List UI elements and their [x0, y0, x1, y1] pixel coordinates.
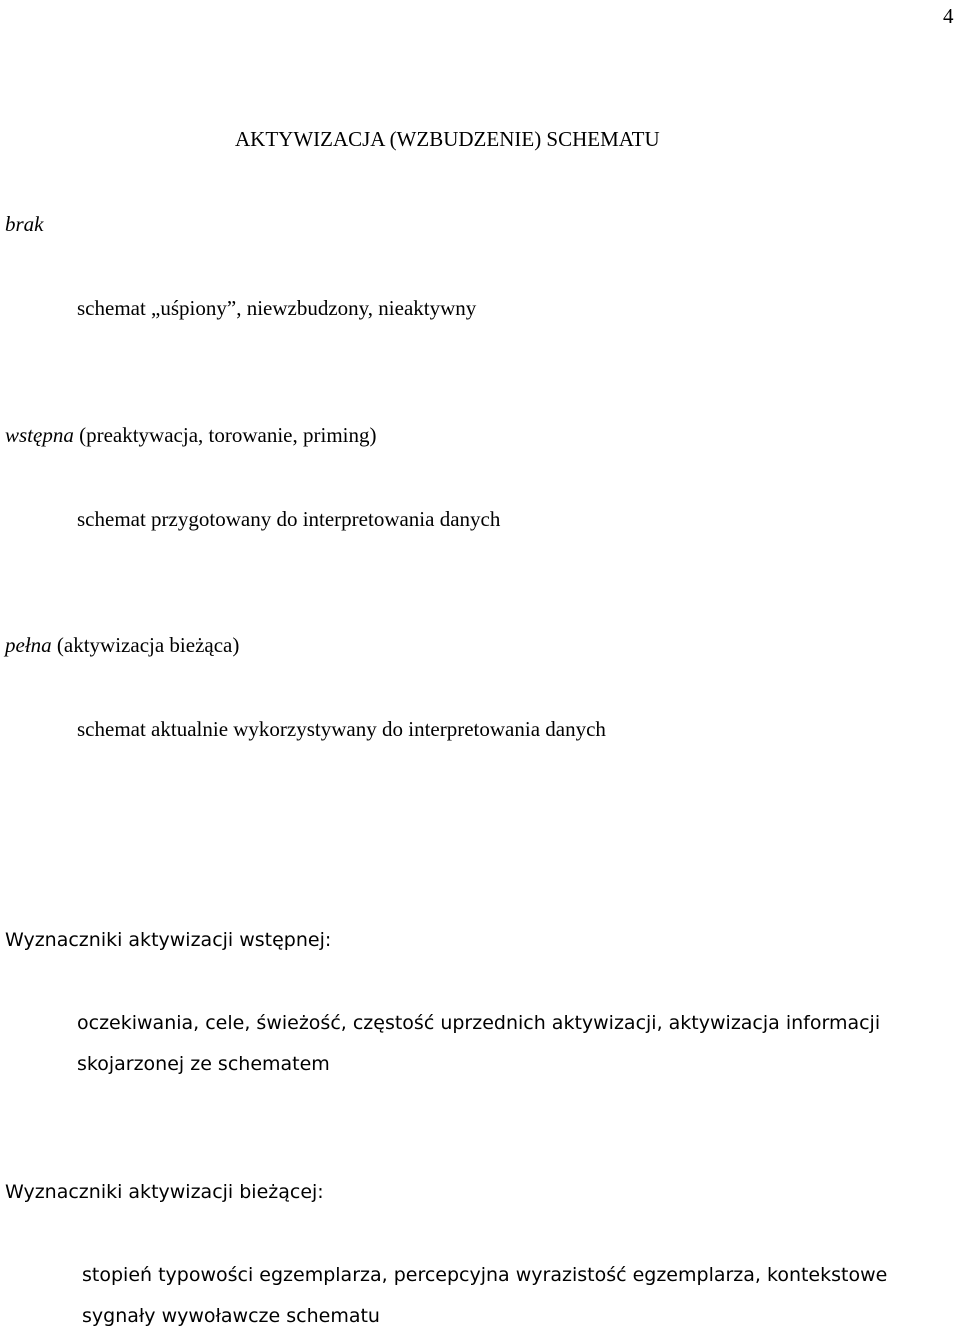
document-title: AKTYWIZACJA (WZBUDZENIE) SCHEMATU: [235, 127, 660, 151]
level-term: pełna: [5, 633, 52, 657]
level-description: schemat aktualnie wykorzystywany do interpretowania danych: [77, 717, 606, 741]
determinants-current-heading: Wyznaczniki aktywizacji bieżącej:: [5, 1181, 324, 1203]
level-description: schemat przygotowany do interpretowania danych: [77, 507, 501, 531]
level-term: wstępna: [5, 423, 74, 447]
determinants-preliminary-line: oczekiwania, cele, świeżość, częstość uprzednich aktywizacji, aktywizacja informacji: [77, 1012, 881, 1034]
determinants-preliminary-line: skojarzonej ze schematem: [77, 1053, 330, 1075]
level-note: (preaktywacja, torowanie, priming): [73, 423, 377, 447]
level-description: schemat „uśpiony”, niewzbudzony, nieaktywny: [77, 296, 477, 320]
determinants-preliminary-heading: Wyznaczniki aktywizacji wstępnej:: [5, 929, 332, 951]
determinants-current-line: sygnały wywoławcze schematu: [82, 1305, 380, 1327]
level-term: brak: [5, 212, 44, 236]
level-brak: [5, 214, 44, 235]
page-number: 4: [943, 4, 954, 28]
level-pelna: [5, 635, 239, 656]
level-note: (aktywizacja bieżąca): [51, 633, 240, 657]
level-wstepna: [5, 425, 376, 446]
determinants-current-line: stopień typowości egzemplarza, percepcyjna wyrazistość egzemplarza, kontekstowe: [82, 1264, 888, 1286]
